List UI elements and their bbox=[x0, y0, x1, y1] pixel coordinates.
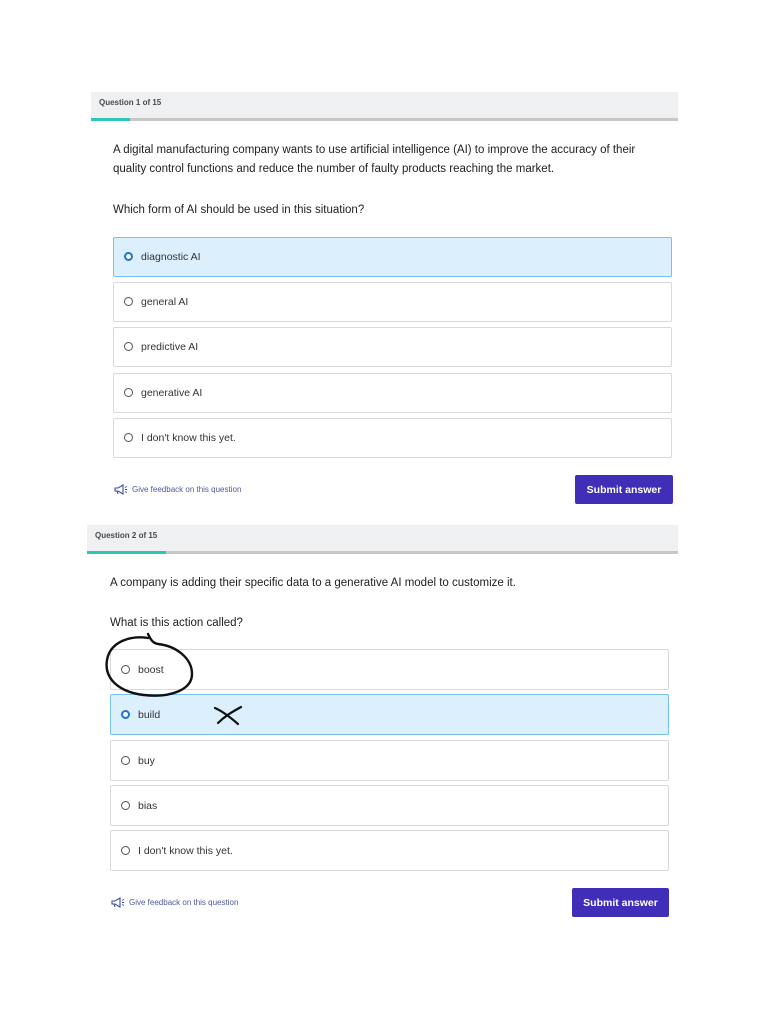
submit-answer-button[interactable]: Submit answer bbox=[572, 888, 669, 917]
radio-button[interactable] bbox=[124, 342, 133, 351]
option-general-ai[interactable] bbox=[113, 282, 672, 322]
option-label: general AI bbox=[141, 296, 189, 308]
option-label: buy bbox=[138, 754, 155, 767]
option-label: bias bbox=[138, 799, 158, 812]
megaphone-icon bbox=[114, 484, 128, 495]
submit-answer-button[interactable]: Submit answer bbox=[575, 475, 673, 504]
option-label: generative AI bbox=[141, 387, 203, 399]
progress-fill bbox=[87, 551, 166, 554]
option-label: I don't know this yet. bbox=[138, 844, 233, 857]
option-buy[interactable] bbox=[110, 740, 669, 781]
radio-button[interactable] bbox=[121, 710, 130, 719]
feedback-label: Give feedback on this question bbox=[132, 485, 242, 494]
option-predictive-ai[interactable] bbox=[113, 327, 672, 367]
question-prompt: Which form of AI should be used in this situation? bbox=[113, 204, 365, 216]
radio-button[interactable] bbox=[124, 433, 133, 442]
question-counter: Question 2 of 15 bbox=[95, 531, 158, 540]
question-text: A digital manufacturing company wants to use artificial intelligence (AI) to improve the accuracy of their quality control functions and reduce the number of faulty products reaching the market. bbox=[113, 144, 636, 175]
option-build[interactable] bbox=[110, 694, 669, 735]
option-label: boost bbox=[138, 663, 164, 676]
progress-bar bbox=[87, 551, 678, 554]
radio-button[interactable] bbox=[121, 756, 130, 765]
option-label: I don't know this yet. bbox=[141, 432, 236, 444]
radio-button[interactable] bbox=[121, 846, 130, 855]
question-prompt: What is this action called? bbox=[110, 617, 243, 629]
megaphone-icon bbox=[111, 897, 125, 908]
question-card-2 bbox=[87, 525, 678, 909]
question-text: A company is adding their specific data to a generative AI model to customize it. bbox=[110, 577, 516, 589]
feedback-link[interactable] bbox=[111, 897, 238, 908]
question-header bbox=[87, 525, 678, 551]
option-label: predictive AI bbox=[141, 341, 199, 353]
radio-button[interactable] bbox=[121, 801, 130, 810]
option-boost[interactable] bbox=[110, 649, 669, 690]
option-diagnostic-ai[interactable] bbox=[113, 237, 672, 277]
radio-button[interactable] bbox=[124, 297, 133, 306]
option-dont-know[interactable] bbox=[110, 830, 669, 871]
radio-button[interactable] bbox=[121, 665, 130, 674]
option-label: build bbox=[138, 708, 161, 721]
option-generative-ai[interactable] bbox=[113, 373, 672, 413]
question-counter: Question 1 of 15 bbox=[99, 98, 162, 107]
radio-button[interactable] bbox=[124, 252, 133, 261]
feedback-label: Give feedback on this question bbox=[129, 898, 239, 907]
radio-button[interactable] bbox=[124, 388, 133, 397]
progress-fill bbox=[91, 118, 130, 121]
option-label: diagnostic AI bbox=[141, 251, 201, 263]
feedback-link[interactable] bbox=[114, 484, 241, 495]
progress-bar bbox=[91, 118, 678, 121]
option-dont-know[interactable] bbox=[113, 418, 672, 458]
question-card-1 bbox=[91, 92, 678, 496]
question-header bbox=[91, 92, 678, 118]
option-bias[interactable] bbox=[110, 785, 669, 826]
